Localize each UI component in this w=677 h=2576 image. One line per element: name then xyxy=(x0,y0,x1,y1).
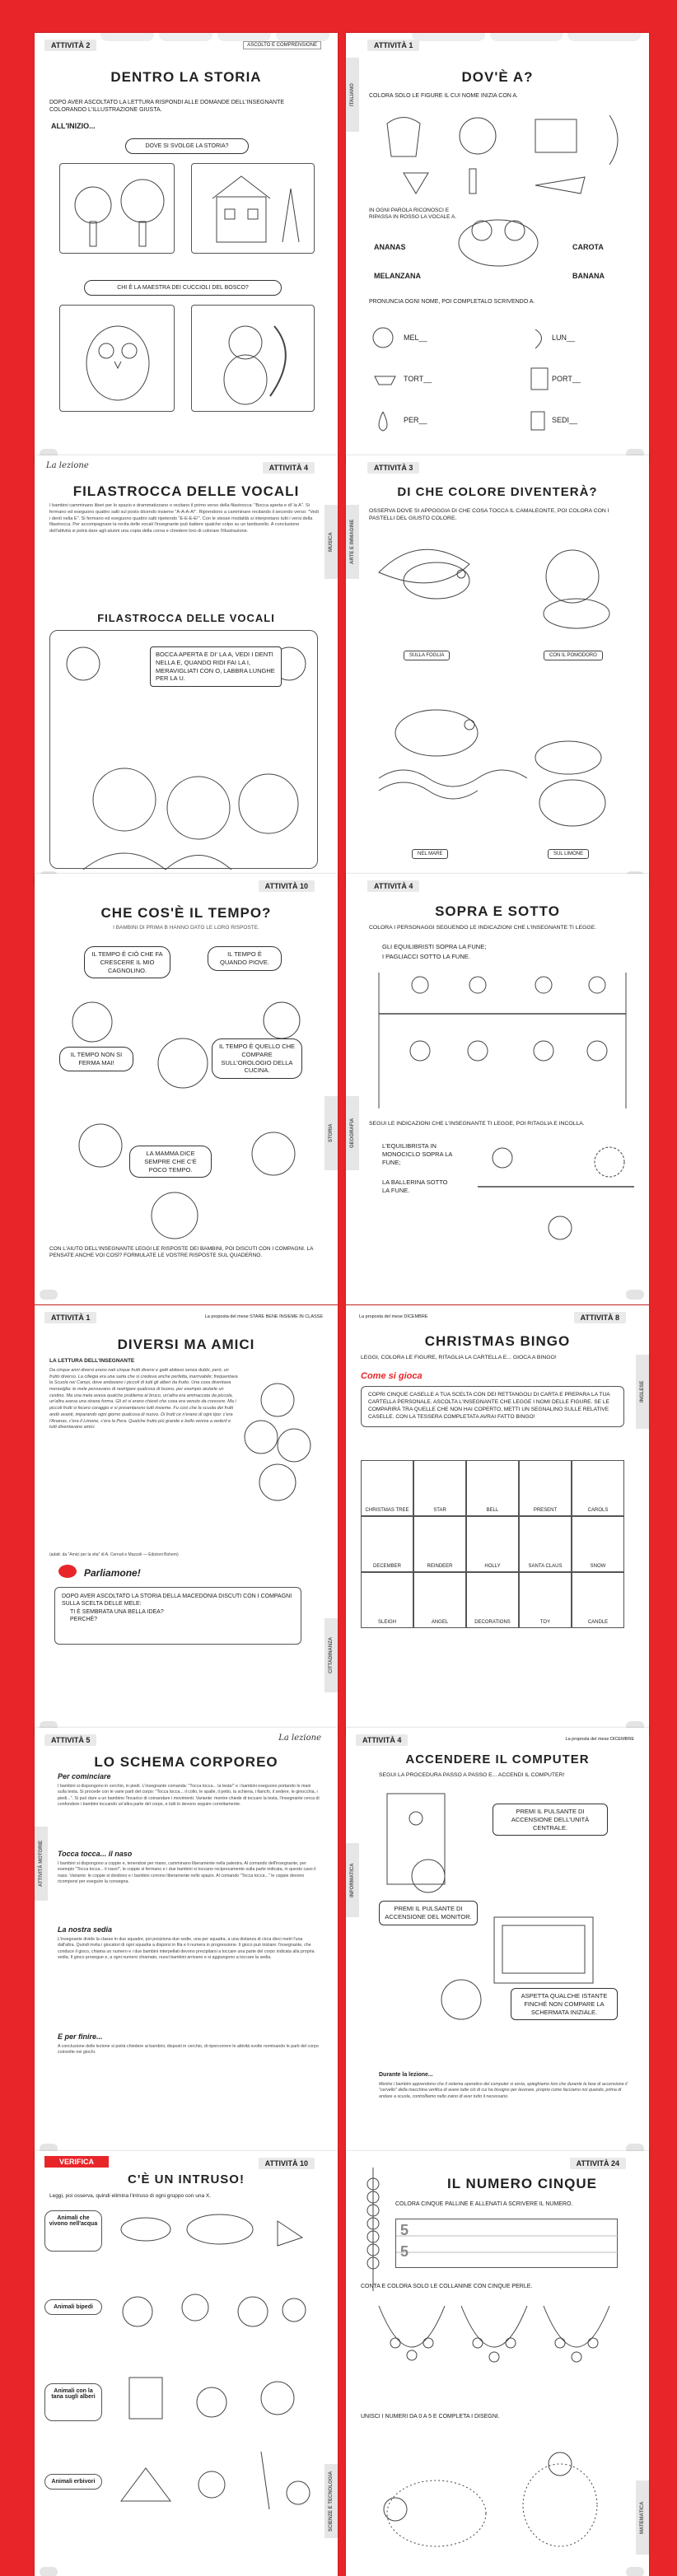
subject-tab: GEOGRAFIA xyxy=(346,1096,359,1170)
woods-illustration xyxy=(60,164,175,254)
subject-tab: INFORMATICA xyxy=(346,1843,359,1917)
subject-tab: ITALIANO xyxy=(346,58,359,132)
lesson-body: I bambini camminano liberi per lo spazio e drammatizzano o recitano il primo verso della filastrocca: "Bocca aperta e di' la A". Si fermano ed eseguono quattro salti sul posto dicendo insieme "A-A-A-A!". Riprendono a camminare recitando il secondo verso: "Vedi i denti nella E". Si fermano ed eseguono quattro salti ripetendo "E-E-E-E!". Con le stesse modalità si interpretano tutti i versi della filastrocca. Per accompagnare la recita delle vocali l'insegnante può battere qualche colpo su un tamburello. A conclusione dell'attività si potrà dare agli alunni una copia della corna e chiedere loro di colorare l'illustrazione. xyxy=(49,503,319,534)
reading-body: Da cinque anni diversi erano nati cinque frutti diversi e gatti abitavo senza dubbi, però, un frutto diverso. La ciliegia era una sarta che si credeva anche perfetta, inarrivabile; frequentava la Scuola nei Campi, dove andavano i piccoli di tutti gli alberi da frutto. Una cosa diventava meraviglia: le mele pensavano di rastrigare qualcosa di buono, per esempio aiutarle un cestino. Ma una mela aveva qualche problema al bruco, un'altra era ammaccata da piccola, un'altra aveva una strana forma. Gli zii si erano chiesti che cosa era venuto da crescere. Ma i piccoli frutti si fecero coraggio e si presentarono tutti insieme. Fu così che la scuola dei frutti andò avanti, imparando ogni giorno qualcosa di nuovo. Di frutti ce n'erano di ogni tipo: c'era l'Ananas, c'era il Limone, c'era la Pera. Qualche frutto più grande e bello veniva a vederli e tutti diventavano amici. xyxy=(49,1368,238,1430)
blank-port[interactable]: PORT__ xyxy=(552,375,581,383)
page-camaleonte xyxy=(346,455,649,886)
activity-label: ATTIVITÀ 5 xyxy=(44,1734,96,1746)
page-number xyxy=(626,1290,644,1300)
note-title: Durante la lezione... xyxy=(379,2072,433,2078)
answer-bubble-5: LA MAMMA DICE SEMPRE CHE C'È POCO TEMPO. xyxy=(129,1146,212,1178)
bingo-cell[interactable]: SANTA CLAUS xyxy=(519,1516,572,1572)
page-title: ACCENDERE IL COMPUTER xyxy=(405,1752,590,1766)
necklaces[interactable] xyxy=(362,2298,626,2405)
question-1: DOVE SI SVOLGE LA STORIA? xyxy=(125,138,249,154)
page-christmas-bingo xyxy=(346,1305,649,1736)
page-dove-a xyxy=(346,33,649,464)
squirrel-illustration xyxy=(192,306,315,413)
fruit-basket xyxy=(453,206,544,272)
children-faces xyxy=(51,997,315,1244)
blank-per[interactable]: PER__ xyxy=(404,416,427,424)
number-trace-2: 5 xyxy=(400,2243,409,2260)
note-body: Mentre i bambini apprendono che il sistema operativo del computer si avvia, spieghiamo loro che durante la fase di accensione il "cervello" della macchina verifica di avere tutte ciò di cui ha bisogno per lavorare, proprio come facciamo noi quando, prima di andare a scuola, controlliamo nello zaino di aver tutto il necessario. xyxy=(379,2082,628,2099)
bingo-cell[interactable]: HOLLY xyxy=(466,1516,519,1572)
bullet-monociclo: L'EQUILIBRISTA IN MONOCICLO SOPRA LA FUNE; xyxy=(382,1142,453,1167)
activity-label: ATTIVITÀ 1 xyxy=(367,40,419,51)
bingo-cell[interactable]: REINDEER xyxy=(413,1516,466,1572)
row-label-bipedi: Animali bipedi xyxy=(44,2299,102,2315)
subject-tab: ATTIVITÀ MOTORIE xyxy=(35,1827,48,1901)
page-intruso xyxy=(35,2151,338,2576)
page-number xyxy=(626,2567,644,2576)
instruction-2: SEGUI LE INDICAZIONI CHE L'INSEGNANTE TI LEGGE, POI RITAGLIA E INCOLLA. xyxy=(369,1121,585,1127)
answer-frame-3[interactable] xyxy=(59,305,175,412)
answer-bubble-4: IL TEMPO È QUELLO CHE COMPARE SULL'OROLOGIO DELLA CUCINA. xyxy=(212,1038,302,1079)
caption-limone: SUL LIMONE xyxy=(548,849,589,859)
answer-bubble-1: IL TEMPO È CIÒ CHE FA CRESCERE IL MIO CAGNOLINO. xyxy=(84,946,170,978)
answer-frame-1[interactable] xyxy=(59,163,175,254)
answer-frame-2[interactable] xyxy=(191,163,315,254)
page-tempo xyxy=(35,874,338,1304)
header-label: La proposta del mese STARE BENE INSIEME IN CLASSE xyxy=(202,1314,326,1320)
bingo-cell[interactable]: SNOW xyxy=(572,1516,624,1572)
page-title: DENTRO LA STORIA xyxy=(110,69,262,85)
page-numero-cinque xyxy=(346,2151,649,2576)
instruction: OSSERVA DOVE SI APPOGGIA DI CHE COSA TOCCA IL CAMALEONTE, POI COLORA CON I PASTELLI DEL GIUSTO COLORE. xyxy=(369,508,609,521)
animal-illustrations[interactable] xyxy=(113,2205,315,2567)
page-title: FILASTROCCA DELLE VOCALI xyxy=(72,483,300,499)
row-label-alberi: Animali con la tana sugli alberi xyxy=(44,2383,102,2421)
reading-source: (adatt. da "Amici per la vita" di A. Cernuti e Mazzoli — Edizioni Bohem) xyxy=(49,1552,179,1557)
section-4-title: E per finire... xyxy=(58,2032,103,2041)
discussion-bullet-2: PERCHÉ? xyxy=(70,1617,98,1623)
subject-tab: MATEMATICA xyxy=(636,2480,649,2555)
step-1: PREMI IL PULSANTE DI ACCENSIONE DELL'UNITÀ CENTRALE. xyxy=(493,1804,608,1836)
activity-label: ATTIVITÀ 24 xyxy=(570,2158,626,2169)
section-3-body: L'insegnante divide la classe in due squadre, poi posiziona due sedie, una per squadra, a una distanza di circa dieci metri l'una dall'altra. Quindi invita i giocatori di ogni squadra a disporsi in fila e li numera in progressione. Il gioco può iniziare: l'insegnante, che conduce il gioco, chiama un numero e i due bambini interpellati devono precipitarsi a toccare una parte del corpo indicata alla propria sedia. Il gioco prosegue e, a ogni numero chiamato, nuovi bambini arrivano e si aggiungono a toccare la sedia. xyxy=(58,1937,315,1961)
abacus-illustration xyxy=(361,2168,385,2291)
question-2: CHI È LA MAESTRA DEI CUCCIOLI DEL BOSCO? xyxy=(84,280,282,296)
header-label: VERIFICA xyxy=(44,2156,109,2168)
page-schema-corporeo xyxy=(35,1728,338,2158)
subject-tab: CITTADINANZA xyxy=(324,1618,338,1692)
blank-lun[interactable]: LUN__ xyxy=(552,334,576,342)
how-to-play-title: Come si gioca xyxy=(361,1371,423,1381)
page-title: IL NUMERO CINQUE xyxy=(447,2176,597,2191)
small-figures xyxy=(371,325,626,432)
speech-icon xyxy=(58,1564,77,1580)
word-carota: CAROTA xyxy=(572,243,604,251)
answer-bubble-3: IL TEMPO NON SI FERMA MAI! xyxy=(59,1047,133,1071)
instruction: Leggi, poi osserva, quindi elimina l'intruso di ogni gruppo con una X. xyxy=(49,2193,212,2199)
bullet-sopra: GLI EQUILIBRISTI SOPRA LA FUNE; xyxy=(382,943,487,950)
activity-label: ATTIVITÀ 3 xyxy=(367,462,419,474)
page-title: CHE COS'È IL TEMPO? xyxy=(100,905,272,921)
page-number xyxy=(40,1290,58,1300)
answer-frame-4[interactable] xyxy=(191,305,315,412)
bullet-sotto: I PAGLIACCI SOTTO LA FUNE. xyxy=(382,953,470,960)
bingo-cell[interactable]: CAROLS xyxy=(572,1460,624,1516)
subtitle: I BAMBINI DI PRIMA B HANNO DATO LE LORO RISPOSTE. xyxy=(113,925,259,931)
page-number xyxy=(40,2567,58,2576)
instruction-3: UNISCI I NUMERI DA 0 A 5 E COMPLETA I DISEGNI. xyxy=(361,2414,500,2420)
section-2-title: Tocca tocca... il naso xyxy=(58,1850,133,1858)
chameleon-illustrations xyxy=(371,531,634,861)
bingo-cell[interactable]: CHRISTMAS TREE xyxy=(361,1460,413,1516)
discussion-bullet-1: TI È SEMBRATA UNA BELLA IDEA? xyxy=(70,1608,164,1615)
subject-tab: MUSICA xyxy=(324,505,338,579)
instruction-2: CONTA E COLORA SOLO LE COLLANINE CON CINQUE PERLE. xyxy=(361,2284,533,2289)
bullet-ballerina: LA BALLERINA SOTTO LA FUNE. xyxy=(382,1178,448,1195)
activity-label: ATTIVITÀ 8 xyxy=(574,1312,626,1323)
subheading: ALL'INIZIO... xyxy=(51,122,96,130)
activity-label: ATTIVITÀ 10 xyxy=(259,2158,315,2169)
subject-tab: SCIENZE E TECNOLOGIA xyxy=(324,2464,338,2538)
word-banana: BANANA xyxy=(572,272,605,280)
bingo-cell[interactable]: BELL xyxy=(466,1460,519,1516)
page-title: DOV'È A? xyxy=(461,69,534,85)
caption-foglia: SULLA FOGLIA xyxy=(404,651,450,660)
answer-bubble-2: IL TEMPO È QUANDO PIOVE. xyxy=(208,946,282,971)
page-dentro-la-storia xyxy=(35,33,338,464)
header-label: La proposta del mese DICEMBRE xyxy=(563,1736,637,1743)
owl-illustration xyxy=(60,306,175,413)
rules-box: COPRI CINQUE CASELLE A TUA SCELTA CON DEI RETTANGOLI DI CARTA E PREPARA LA TUA CARTELLA PERSONALE. ASCOLTA L'INSEGNANTE CHE LEGGE I NOMI DELLE FIGURE. SE LE COMPARIRÀ TRA QUELLE CHE NON HAI COPERTO, METTI UN SEGNALINO SULLE RELATIVE CASELLE. CON LA TESSERA COMPLETATA AVRAI FATTO BINGO! xyxy=(361,1386,624,1427)
activity-label: ATTIVITÀ 1 xyxy=(44,1312,96,1323)
word-melanzana: MELANZANA xyxy=(374,272,421,280)
instruction: DOPO AVER ASCOLTATO LA LETTURA RISPONDI ALLE DOMANDE DELL'INSEGNANTE COLORANDO L'ILLUSTRAZIONE GIUSTA. xyxy=(49,100,285,114)
school-illustration xyxy=(192,164,315,254)
figures-a xyxy=(371,107,634,198)
bingo-cell[interactable]: TOY xyxy=(519,1572,572,1628)
step-3: ASPETTA QUALCHE ISTANTE FINCHÉ NON COMPARE LA SCHERMATA INIZIALE. xyxy=(511,1988,618,2020)
page-title: DIVERSI MA AMICI xyxy=(117,1337,255,1352)
discussion-text: DOPO AVER ASCOLTATO LA STORIA DELLA MACEDONIA DISCUTI CON I COMPAGNI SULLA SCELTA DELLE MELE: xyxy=(62,1594,292,1608)
section-3-title: La nostra sedia xyxy=(58,1925,113,1934)
page-title: C'È UN INTRUSO! xyxy=(128,2172,245,2186)
activity-label: ATTIVITÀ 4 xyxy=(356,1734,408,1746)
bingo-cell[interactable]: STAR xyxy=(413,1460,466,1516)
subject-tab: STORIA xyxy=(324,1096,338,1170)
writing-grid[interactable] xyxy=(395,2219,618,2268)
section-1-body: I bambini si dispongono in cerchio, in piedi. L'insegnante comanda: "Tocca tocca... la testa!" e i bambini eseguono portando le mani sulla testa. Si procede con le varie parti del corpo: "Tocca tocca... il collo, le spalle, il petto, la schiena, i fianchi, il sedere, le ginocchia, i piedi...". Si può dare a un bambino l'incarico di comandare i movimenti. Variante: mentre chiede di toccare la testa, l'insegnante cerca di confondere i bambini toccando un'altra parte del corpo, e tutti lo devono seguire correttamente. xyxy=(58,1784,320,1808)
bingo-cell[interactable]: SLEIGH xyxy=(361,1572,413,1628)
discussion-box xyxy=(54,1587,301,1645)
page-title: SOPRA E SOTTO xyxy=(435,903,560,919)
instruction-1: COLORA I PERSONAGGI SEGUENDO LE INDICAZIONI CHE L'INSEGNANTE TI LEGGE. xyxy=(369,925,597,931)
poem-text: BOCCA APERTA E DI' LA A, VEDI I DENTI NELLA E, QUANDO RIDI FAI LA I, MERAVIGLIATI CON O, LABBRA LUNGHE PER LA U. xyxy=(150,646,282,687)
page-accendere-computer xyxy=(346,1728,649,2158)
caption-mare: NEL MARE xyxy=(412,849,448,859)
lesson-label: La lezione xyxy=(278,1734,321,1743)
number-trace-1: 5 xyxy=(400,2222,409,2238)
page-title: DI CHE COLORE DIVENTERÀ? xyxy=(397,485,598,499)
lesson-label: La lezione xyxy=(46,461,89,470)
word-ananas: ANANAS xyxy=(374,243,406,251)
instruction-2: IN OGNI PAROLA RICONOSCI E RIPASSA IN ROSSO LA VOCALE A. xyxy=(369,208,457,221)
step-2: PREMI IL PULSANTE DI ACCENSIONE DEL MONITOR. xyxy=(379,1901,478,1925)
header-label: La proposta del mese DICEMBRE xyxy=(356,1314,431,1320)
bingo-cell[interactable]: PRESENT xyxy=(519,1460,572,1516)
reading-heading: LA LETTURA DELL'INSEGNANTE xyxy=(49,1358,135,1364)
activity-label: ATTIVITÀ 4 xyxy=(263,462,315,474)
instruction: CON L'AIUTO DELL'INSEGNANTE LEGGI LE RISPOSTE DEI BAMBINI, POI DISCUTI CON I COMPAGNI. LA PENSATE ANCHE VOI COSÌ? FORMULATE LE VOSTRE RISPOSTE SUL QUADERNO. xyxy=(49,1246,314,1259)
section-1-title: Per cominciare xyxy=(58,1772,111,1780)
grid-lines xyxy=(396,2219,619,2269)
subject-tab: INGLESE xyxy=(636,1355,649,1429)
page-diversi-amici xyxy=(35,1305,338,1736)
page-filastrocca xyxy=(35,455,338,886)
blank-sedi[interactable]: SEDI__ xyxy=(552,416,578,424)
bingo-cell[interactable]: DECEMBER xyxy=(361,1516,413,1572)
blank-mel[interactable]: MEL__ xyxy=(404,334,427,342)
activity-label: ATTIVITÀ 4 xyxy=(367,880,419,892)
row-label-acqua: Animali che vivono nell'acqua xyxy=(44,2210,102,2252)
bingo-cell[interactable]: ANGEL xyxy=(413,1572,466,1628)
topic-tag: ASCOLTO E COMPRENSIONE xyxy=(243,41,321,49)
section-2-body: I bambini si dispongono a coppie e, tenendosi per mano, camminano liberamente nella palestra. Al comando dell'insegnante, per esempio "Tocca tocca... il naso!", le coppie si fermano e i due bambini si toccano reciprocamente sulla parte indicata, in questo caso il naso. Variante: le coppie si dividono e i bambini corrono liberamente nello spazio. Al comando "Tocca tocca..." le coppie devono ricomporsi per eseguire la consegna. xyxy=(58,1861,316,1885)
discussion-title: Parliamone! xyxy=(84,1567,141,1579)
row-label-erbivori: Animali erbivori xyxy=(44,2474,102,2490)
page-title: LO SCHEMA CORPOREO xyxy=(94,1754,278,1770)
blank-tort[interactable]: TORT__ xyxy=(404,375,432,383)
tightrope-scene xyxy=(371,964,634,1113)
instruction: LEGGI, COLORA LE FIGURE, RITAGLIA LA CARTELLA E... GIOCA A BINGO! xyxy=(361,1355,557,1360)
activity-label: ATTIVITÀ 10 xyxy=(259,880,315,892)
caption-pomodoro: CON IL POMODORO xyxy=(544,651,603,660)
fruits-illustration xyxy=(236,1379,319,1511)
instruction-1: COLORA CINQUE PALLINE E ALLENATI A SCRIVERE IL NUMERO. xyxy=(395,2201,573,2207)
instruction: SEGUI LA PROCEDURA PASSO A PASSO E... ACCENDI IL COMPUTER! xyxy=(379,1772,565,1778)
instruction-3: PRONUNCIA OGNI NOME, POI COMPLETALO SCRIVENDO A. xyxy=(369,299,535,305)
bingo-cell[interactable]: CANDLE xyxy=(572,1572,624,1628)
cutout-scene xyxy=(469,1137,634,1261)
poem-subtitle: FILASTROCCA DELLE VOCALI xyxy=(97,612,275,624)
bingo-cell[interactable]: DECORATIONS xyxy=(466,1572,519,1628)
section-4-body: A conclusione delle lezione si potrà chiedere ai bambini, disposti in cerchio, di ripercorrere le attività svolte nominando le parti del corpo coinvolte nei giochi. xyxy=(58,2044,319,2056)
subject-tab: ARTE E IMMAGINE xyxy=(346,505,359,579)
page-sopra-sotto xyxy=(346,874,649,1304)
instruction-1: COLORA SOLO LE FIGURE IL CUI NOME INIZIA CON A. xyxy=(369,93,519,99)
activity-label: ATTIVITÀ 2 xyxy=(44,40,96,51)
page-title: CHRISTMAS BINGO xyxy=(424,1333,571,1349)
dot-to-dot[interactable] xyxy=(362,2431,626,2563)
